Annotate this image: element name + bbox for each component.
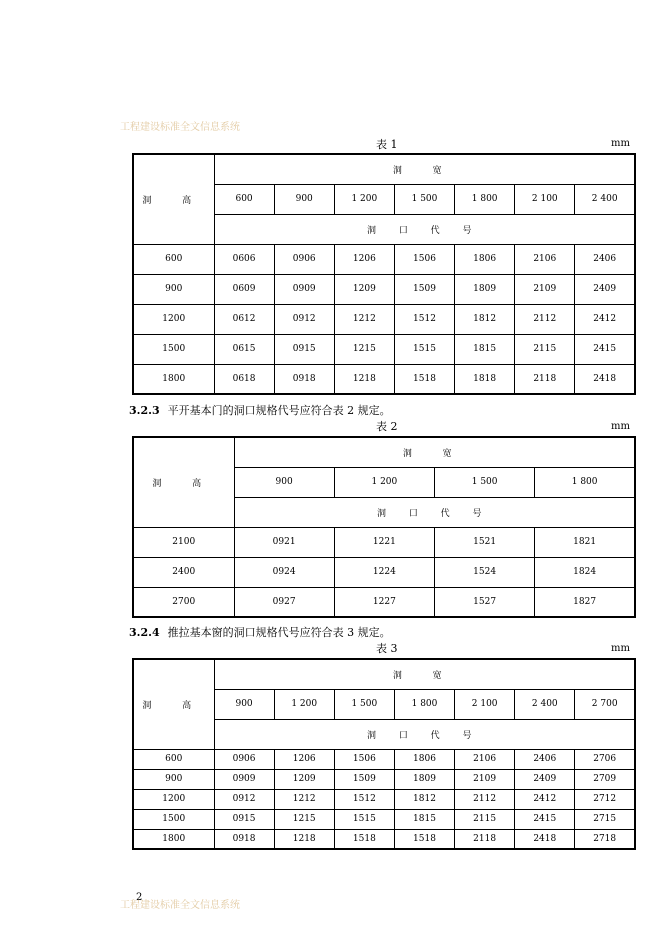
table3-height-cell: 900	[133, 769, 214, 789]
table2-width-cell: 1 200	[334, 467, 434, 497]
table1-width-cell: 1 800	[455, 184, 515, 214]
table-row	[133, 364, 635, 394]
table3-code-cell: 1518	[394, 829, 454, 849]
table1-code-cell: 0915	[274, 334, 334, 364]
table1-height-cell: 1200	[133, 304, 214, 334]
table3-height-cell: 1200	[133, 789, 214, 809]
table3-width-cell: 2 700	[575, 689, 635, 719]
table-row	[133, 274, 635, 304]
table1-height-cell: 600	[133, 244, 214, 274]
table3-code-cell: 0906	[214, 749, 274, 769]
table-row	[133, 749, 635, 769]
table3-code-cell: 1515	[334, 809, 394, 829]
table2-unit: mm	[611, 421, 630, 432]
table2-code-cell: 0921	[234, 527, 334, 557]
table1-code-cell: 0609	[214, 274, 274, 304]
table2	[132, 436, 636, 618]
table1-code-cell: 0912	[274, 304, 334, 334]
table3-width-cell: 1 500	[334, 689, 394, 719]
table1-code-cell: 2409	[575, 274, 635, 304]
table2-code-cell: 1824	[535, 557, 635, 587]
table2-code-cell: 1527	[435, 587, 535, 617]
table1-code-cell: 2406	[575, 244, 635, 274]
table2-code-cell: 1224	[334, 557, 434, 587]
table3-code-cell: 1209	[274, 769, 334, 789]
table1-height-cell: 1800	[133, 364, 214, 394]
table1-code-cell: 1512	[394, 304, 454, 334]
table3-code-cell: 2715	[575, 809, 635, 829]
table3-code-cell: 2706	[575, 749, 635, 769]
table2-code-cell: 1827	[535, 587, 635, 617]
table3-code-cell: 2406	[515, 749, 575, 769]
table-row	[133, 809, 635, 829]
table3-code-cell: 1506	[334, 749, 394, 769]
table1-code-cell: 1506	[394, 244, 454, 274]
table3-height-cell: 600	[133, 749, 214, 769]
table2-code-label: 洞 口 代 号	[234, 497, 635, 527]
table3-code-cell: 2118	[455, 829, 515, 849]
clause-text: 平开基本门的洞口规格代号应符合表 2 规定。	[167, 404, 391, 417]
table1-code-cell: 1209	[334, 274, 394, 304]
table2-height-cell: 2400	[133, 557, 234, 587]
table3-caption: 表 3	[376, 642, 398, 655]
table3-code-cell: 0912	[214, 789, 274, 809]
table1-code-cell: 0909	[274, 274, 334, 304]
table3-code-cell: 0909	[214, 769, 274, 789]
table1-code-cell: 0615	[214, 334, 274, 364]
table1-code-cell: 1815	[455, 334, 515, 364]
table3-width-cell: 1 200	[274, 689, 334, 719]
table3-height-cell: 1500	[133, 809, 214, 829]
table1-code-cell: 2118	[515, 364, 575, 394]
table1-width-label: 洞 宽	[214, 154, 635, 184]
table2-code-cell: 0927	[234, 587, 334, 617]
table1-code-cell: 1809	[455, 274, 515, 304]
clause-3-2-4	[129, 624, 391, 640]
clause-number: 3.2.4	[129, 626, 160, 639]
table1-width-cell: 900	[274, 184, 334, 214]
table3-height-cell: 1800	[133, 829, 214, 849]
page-number: 2	[136, 892, 143, 903]
table1-code-cell: 1206	[334, 244, 394, 274]
table3-code-cell: 2106	[455, 749, 515, 769]
table2-width-cell: 1 800	[535, 467, 635, 497]
table1-code-cell: 1215	[334, 334, 394, 364]
table1-code-cell: 2109	[515, 274, 575, 304]
table3-code-cell: 1812	[394, 789, 454, 809]
table1-code-cell: 1212	[334, 304, 394, 334]
table2-code-cell: 1521	[435, 527, 535, 557]
table1-code-cell: 2112	[515, 304, 575, 334]
table3-code-cell: 1809	[394, 769, 454, 789]
table3-code-cell: 1206	[274, 749, 334, 769]
table1-code-cell: 2418	[575, 364, 635, 394]
table1-code-cell: 0606	[214, 244, 274, 274]
table3-code-cell: 1509	[334, 769, 394, 789]
table1-code-cell: 2415	[575, 334, 635, 364]
table2-caption: 表 2	[376, 420, 398, 433]
table3-width-cell: 2 100	[455, 689, 515, 719]
table1-code-cell: 0906	[274, 244, 334, 274]
table1-code-cell: 1818	[455, 364, 515, 394]
table3-code-cell: 2409	[515, 769, 575, 789]
table1-code-cell: 2412	[575, 304, 635, 334]
table2-code-cell: 1221	[334, 527, 434, 557]
table3-code-cell: 2718	[575, 829, 635, 849]
table1-code-label: 洞 口 代 号	[214, 214, 635, 244]
table1-caption: 表 1	[376, 138, 398, 151]
table1-width-cell: 1 500	[394, 184, 454, 214]
table3-code-cell: 0915	[214, 809, 274, 829]
table-row	[133, 527, 635, 557]
table1-width-cell: 2 100	[515, 184, 575, 214]
table2-width-cell: 1 500	[435, 467, 535, 497]
table1-code-cell: 1812	[455, 304, 515, 334]
table3-width-label: 洞 宽	[214, 659, 635, 689]
table-row	[133, 789, 635, 809]
table1-width-cell: 2 400	[575, 184, 635, 214]
table3-code-cell: 2109	[455, 769, 515, 789]
clause-3-2-3	[129, 402, 391, 418]
table2-code-cell: 1821	[535, 527, 635, 557]
table1-height-label: 洞 高	[133, 154, 214, 244]
table1-height-cell: 900	[133, 274, 214, 304]
table3-code-cell: 2415	[515, 809, 575, 829]
table3-code-cell: 2112	[455, 789, 515, 809]
table3-code-cell: 2709	[575, 769, 635, 789]
table2-height-label: 洞 高	[133, 437, 234, 527]
table-row	[133, 334, 635, 364]
clause-number: 3.2.3	[129, 404, 160, 417]
table3-code-cell: 2115	[455, 809, 515, 829]
table3-width-cell: 2 400	[515, 689, 575, 719]
table1-code-cell: 0618	[214, 364, 274, 394]
table1-width-cell: 600	[214, 184, 274, 214]
table-row	[133, 304, 635, 334]
clause-text: 推拉基本窗的洞口规格代号应符合表 3 规定。	[167, 626, 391, 639]
table1-code-cell: 1515	[394, 334, 454, 364]
table2-width-cell: 900	[234, 467, 334, 497]
table-row	[133, 587, 635, 617]
table3-code-cell: 2412	[515, 789, 575, 809]
table3-height-label: 洞 高	[133, 659, 214, 749]
table2-height-cell: 2700	[133, 587, 234, 617]
table1-code-cell: 0612	[214, 304, 274, 334]
table1-code-cell: 2106	[515, 244, 575, 274]
table1-code-cell: 1509	[394, 274, 454, 304]
table3-code-label: 洞 口 代 号	[214, 719, 635, 749]
table3-code-cell: 1218	[274, 829, 334, 849]
watermark-top: 工程建设标准全文信息系统	[120, 122, 240, 133]
table1-code-cell: 1806	[455, 244, 515, 274]
table3	[132, 658, 636, 850]
table1-code-cell: 0918	[274, 364, 334, 394]
table-row	[133, 769, 635, 789]
table3-width-cell: 900	[214, 689, 274, 719]
table1-code-cell: 1518	[394, 364, 454, 394]
table1-unit: mm	[611, 138, 630, 149]
table3-code-cell: 2712	[575, 789, 635, 809]
table2-width-label: 洞 宽	[234, 437, 635, 467]
table1-width-cell: 1 200	[334, 184, 394, 214]
table1	[132, 153, 636, 395]
table1-code-cell: 2115	[515, 334, 575, 364]
table3-code-cell: 1512	[334, 789, 394, 809]
table2-height-cell: 2100	[133, 527, 234, 557]
table1-height-cell: 1500	[133, 334, 214, 364]
table3-code-cell: 1215	[274, 809, 334, 829]
table3-width-cell: 1 800	[394, 689, 454, 719]
table3-code-cell: 2418	[515, 829, 575, 849]
table3-code-cell: 1212	[274, 789, 334, 809]
table1-code-cell: 1218	[334, 364, 394, 394]
table2-code-cell: 0924	[234, 557, 334, 587]
table-row	[133, 829, 635, 849]
table2-code-cell: 1227	[334, 587, 434, 617]
table-row	[133, 244, 635, 274]
table3-code-cell: 1518	[334, 829, 394, 849]
table2-code-cell: 1524	[435, 557, 535, 587]
table3-unit: mm	[611, 643, 630, 654]
table-row	[133, 557, 635, 587]
table3-code-cell: 1806	[394, 749, 454, 769]
watermark-bottom: 工程建设标准全文信息系统	[120, 900, 240, 911]
table3-code-cell: 1815	[394, 809, 454, 829]
table3-code-cell: 0918	[214, 829, 274, 849]
